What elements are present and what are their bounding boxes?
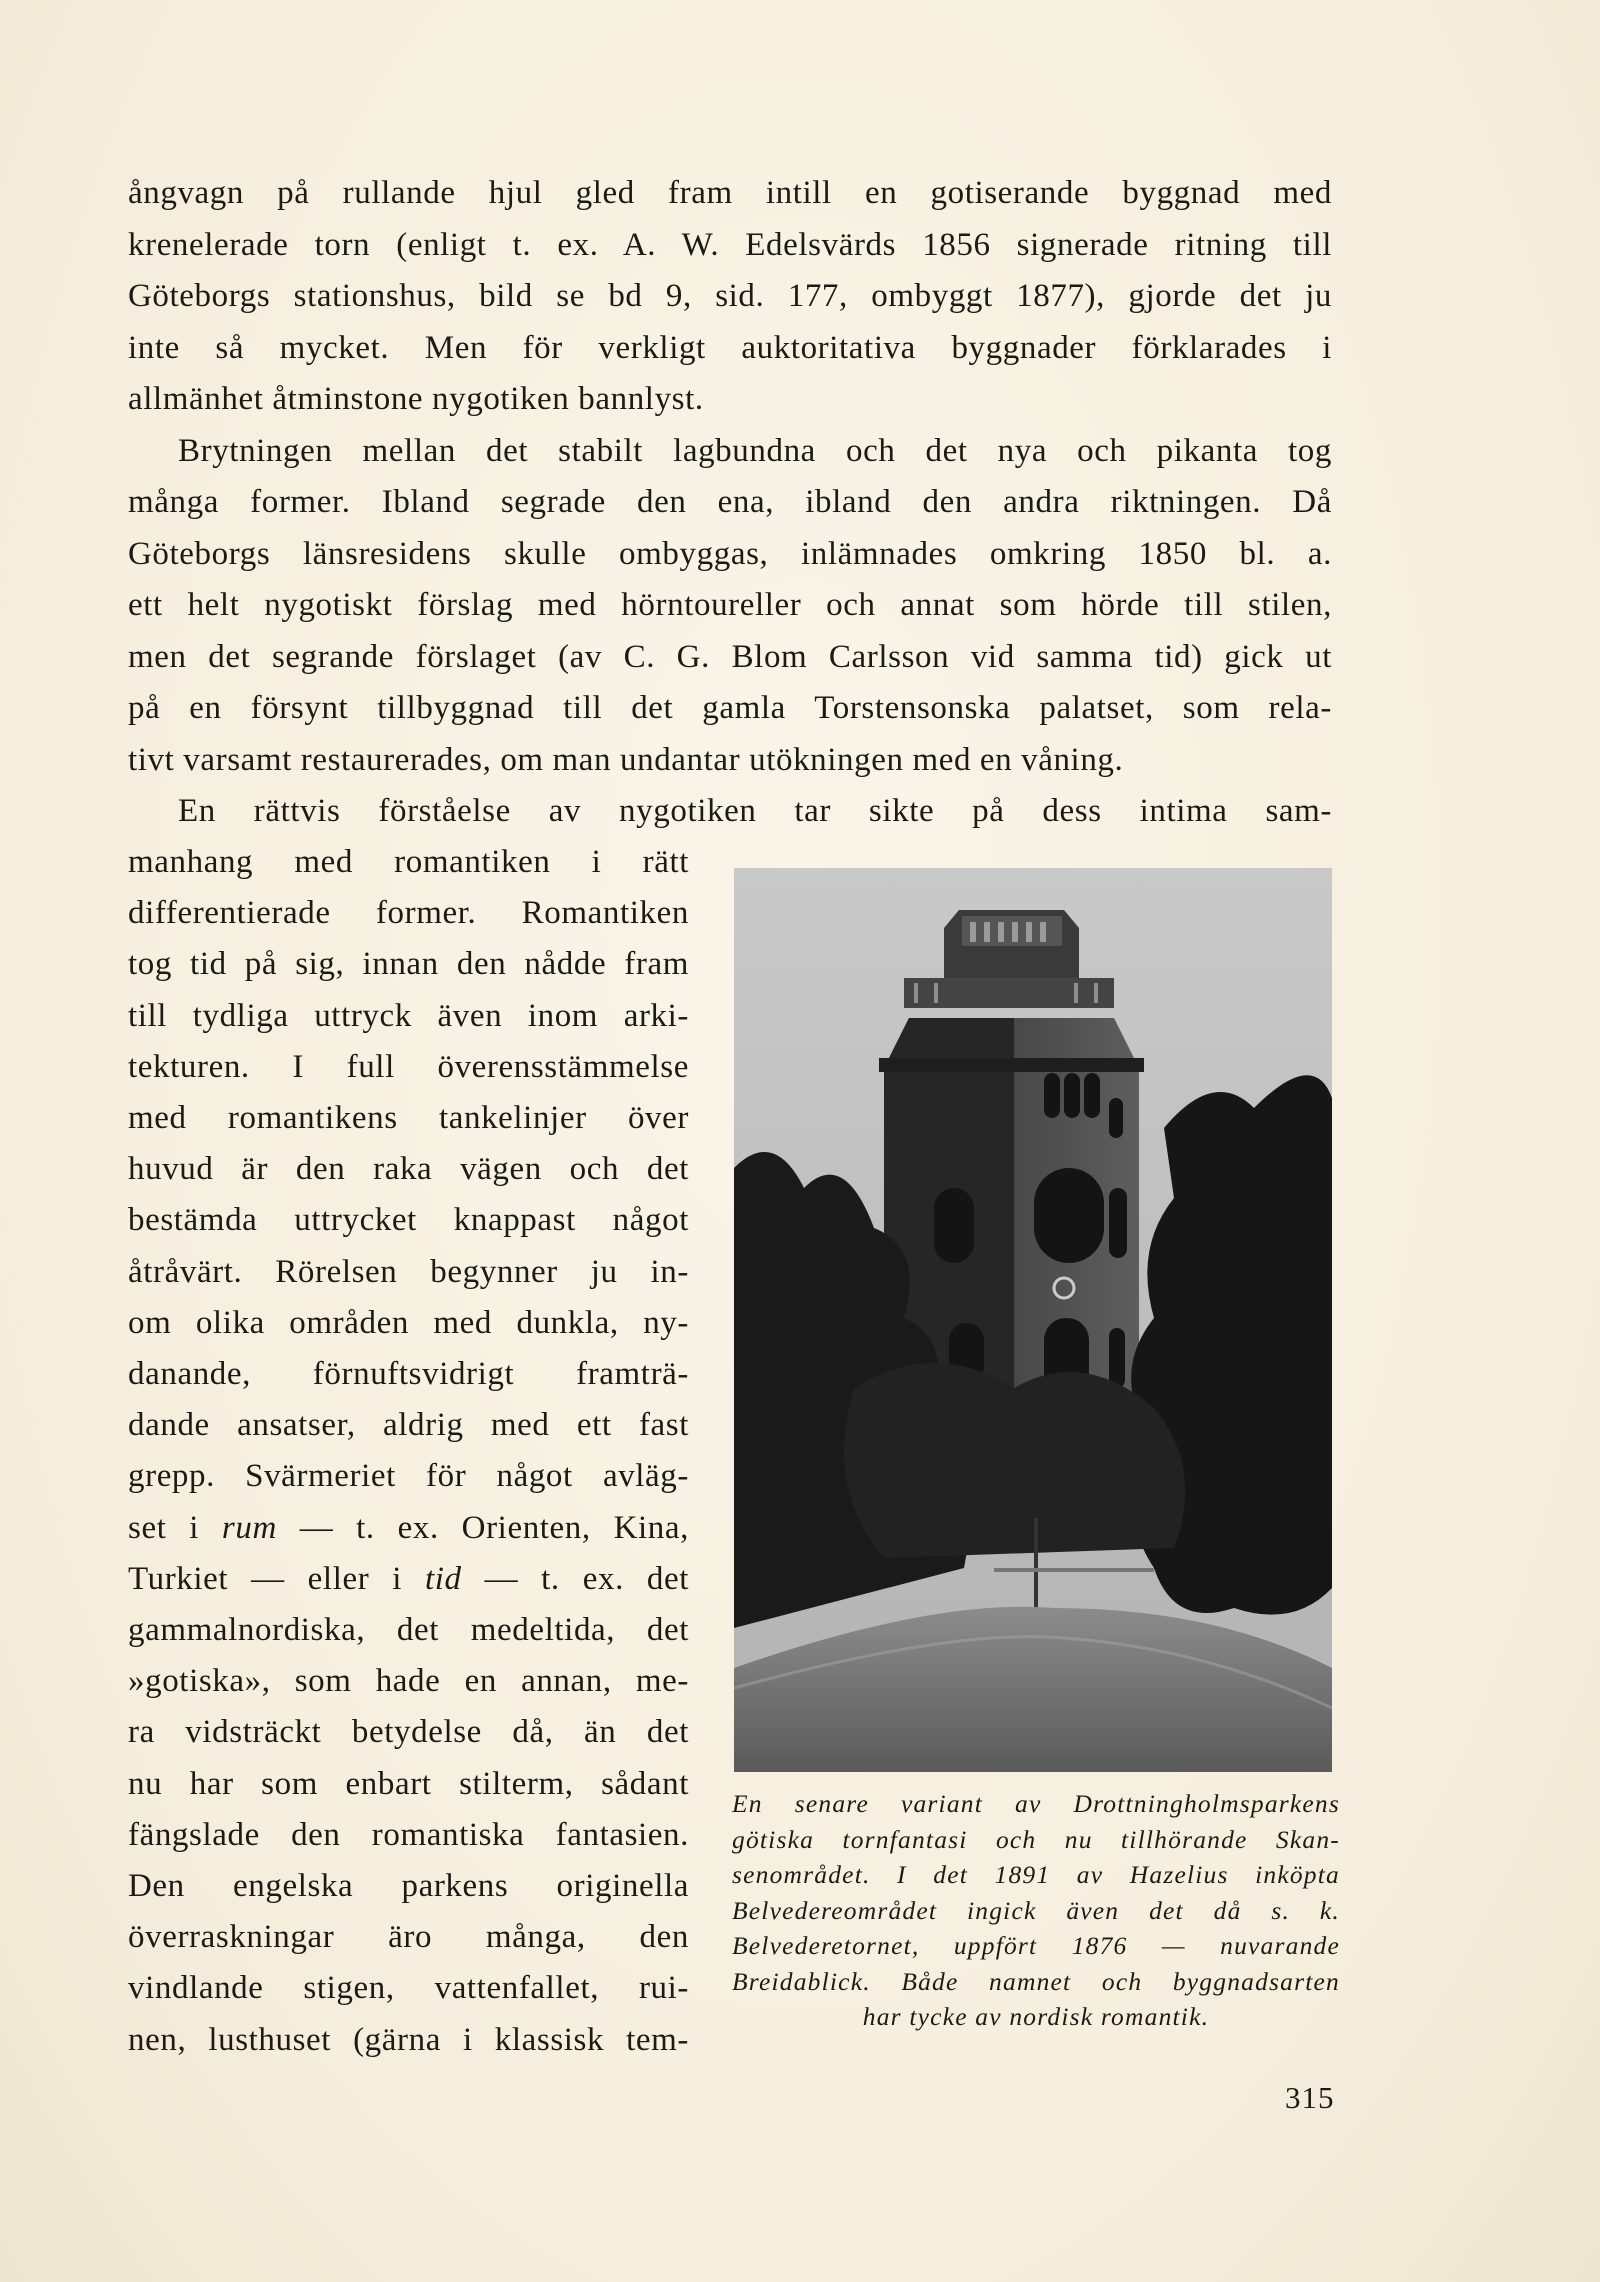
text-line: danande, förnuftsvidrigt framträ- [128,1356,689,1393]
text-segment: set i [128,1509,222,1546]
tower-photograph [734,868,1332,1772]
figure [732,868,1340,2035]
text-line-with-italic [128,1503,689,1554]
text-line: »gotiska», som hade en annan, me- [128,1663,689,1700]
text-line: Den engelska parkens originella [128,1868,689,1905]
text-line: med romantikens tankelinjer över [128,1100,689,1137]
italic-word: tid [425,1560,462,1597]
text-segment: — t. ex. Orienten, Kina, [276,1509,689,1546]
text-line: ra vidsträckt betydelse då, än det [128,1714,689,1751]
text-line: många former. Ibland segrade den ena, ibland den andra riktningen. Då [128,484,1332,520]
photo-caption [732,1786,1340,2035]
text-segment: Turkiet — eller i [128,1560,425,1597]
text-line: inte så mycket. Men för verkligt auktoritativa byggnader förklarades i [128,329,1332,366]
left-column-text [128,837,689,2066]
text-segment: — t. ex. det [461,1560,690,1597]
caption-line: Breidablick. Både namnet och byggnadsarten [732,1966,1340,1996]
text-line: Göteborgs länsresidens skulle ombyggas, inlämnades omkring 1850 bl. a. [128,535,1332,572]
text-line: grepp. Svärmeriet för något avläg- [128,1458,689,1495]
caption-line: senområdet. I det 1891 av Hazelius inköpta [732,1860,1340,1889]
caption-line: har tycke av nordisk romantik. [862,2002,1210,2031]
caption-line: En senare variant av Drottningholmsparkens [732,1789,1340,1818]
text-line: överraskningar äro många, den [128,1919,689,1956]
text-line: tog tid på sig, innan den nådde fram [128,946,689,983]
text-line-with-italic [128,1554,689,1605]
top-text-block [128,168,1332,838]
text-line: En rättvis förståelse av nygotiken tar sikte på dess intima sam- [178,793,1332,829]
text-line: nen, lusthuset (gärna i klassisk tem- [128,2021,689,2058]
text-line: nu har som enbart stilterm, sådant [128,1765,689,1802]
text-line: differentierade former. Romantiken [128,895,689,932]
text-line: om olika områden med dunkla, ny- [128,1304,689,1341]
text-line: fängslade den romantiska fantasien. [128,1816,689,1853]
text-line: till tydliga uttryck även inom arki- [128,997,689,1034]
page-number: 315 [1285,2080,1335,2115]
text-line: ångvagn på rullande hjul gled fram intill en gotiserande byggnad med [128,175,1332,211]
text-line: allmänhet åtminstone nygotiken bannlyst. [128,381,704,417]
text-line: tekturen. I full överensstämmelse [128,1048,689,1085]
text-line: krenelerade torn (enligt t. ex. A. W. Edelsvärds 1856 signerade ritning till [128,226,1332,263]
text-line: vindlande stigen, vattenfallet, rui- [128,1970,689,2007]
caption-line: Belvederetornet, uppfört 1876 — nuvarande [732,1931,1340,1960]
text-line: ett helt nygotiskt förslag med hörntoureller och annat som hörde till stilen, [128,587,1332,623]
text-line: på en försynt tillbyggnad till det gamla Torstensonska palatset, som rela- [128,690,1332,726]
text-line: åtråvärt. Rörelsen begynner ju in- [128,1253,689,1290]
text-line: gammalnordiska, det medeltida, det [128,1612,689,1649]
caption-line: götiska tornfantasi och nu tillhörande Skan- [732,1824,1340,1854]
text-line: bestämda uttrycket knappast något [128,1202,689,1239]
text-line: men det segrande förslaget (av C. G. Blom Carlsson vid samma tid) gick ut [128,638,1332,675]
text-line: Brytningen mellan det stabilt lagbundna och det nya och pikanta tog [178,432,1332,469]
text-line: dande ansatser, aldrig med ett fast [128,1407,689,1444]
text-line: tivt varsamt restaurerades, om man undantar utökningen med en våning. [128,741,1124,778]
text-line: huvud är den raka vägen och det [128,1151,689,1188]
caption-line: Belvedereområdet ingick även det då s. k. [732,1895,1340,1925]
text-line: manhang med romantiken i rätt [128,844,689,880]
text-line: Göteborgs stationshus, bild se bd 9, sid. 177, ombyggt 1877), gjorde det ju [128,278,1332,314]
italic-word: rum [221,1509,277,1546]
